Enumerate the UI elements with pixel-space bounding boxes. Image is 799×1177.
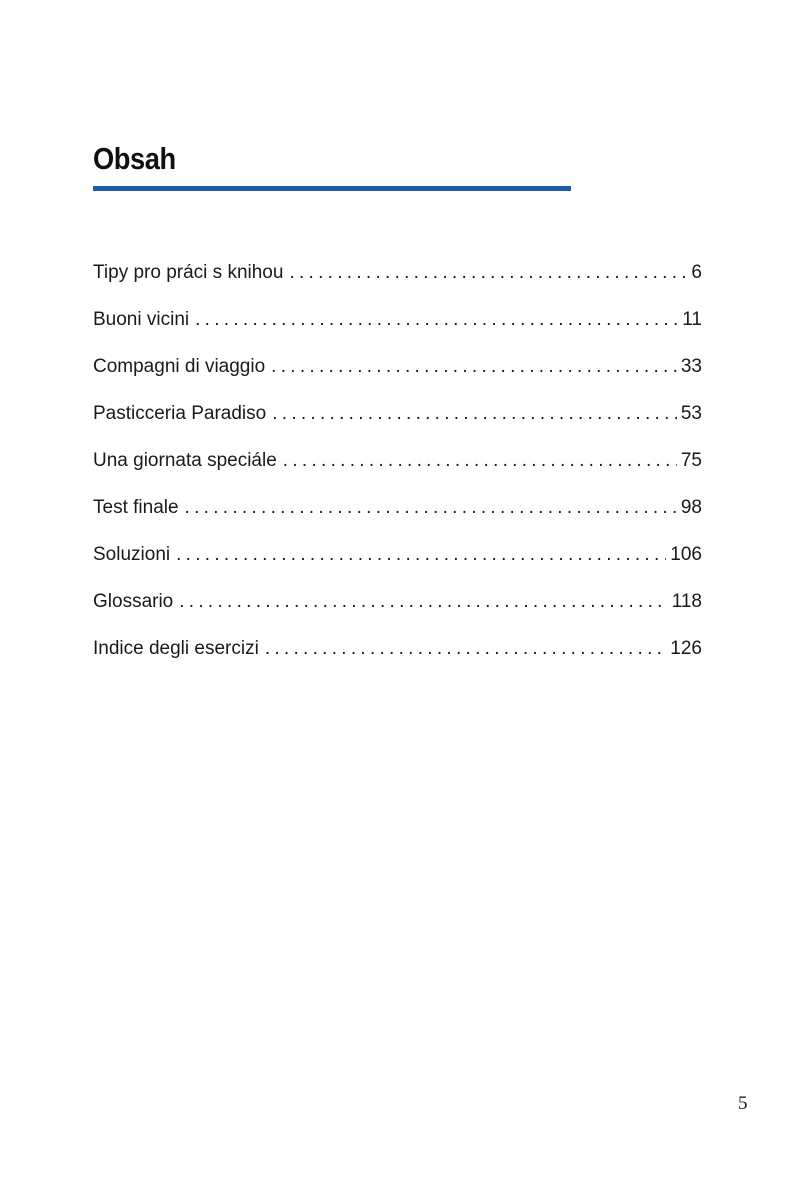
toc-entry-soluzioni[interactable] <box>93 540 702 587</box>
toc-entry-page: 53 <box>680 403 702 424</box>
toc-dot-leader <box>265 634 666 664</box>
toc-dot-leader <box>195 305 678 335</box>
toc-entry-una-giornata-speciale[interactable] <box>93 446 702 493</box>
toc-dot-leader <box>185 493 677 523</box>
toc-dot-leader <box>271 352 677 382</box>
toc-entry-page: 118 <box>671 591 702 612</box>
page-title: Obsah <box>93 141 176 176</box>
toc-entry-page: 126 <box>670 638 702 659</box>
toc-dot-leader <box>289 258 687 288</box>
toc-entry-label: Una giornata speciále <box>93 450 277 471</box>
toc-dot-leader <box>283 446 677 476</box>
toc-entry-label: Test finale <box>93 497 179 518</box>
toc-dot-leader <box>176 540 666 570</box>
toc-entry-label: Compagni di viaggio <box>93 356 266 377</box>
toc-entry-page: 75 <box>680 450 702 471</box>
toc-entry-page: 33 <box>680 356 702 377</box>
toc-entry-tips[interactable] <box>93 258 702 305</box>
toc-entry-indice-degli-esercizi[interactable] <box>93 634 702 681</box>
toc-entry-label: Pasticceria Paradiso <box>93 403 267 424</box>
toc-entry-buoni-vicini[interactable] <box>93 305 702 352</box>
toc-entry-glossario[interactable] <box>93 587 702 634</box>
toc-entry-label: Tipy pro práci s knihou <box>93 262 284 283</box>
toc-entry-label: Glossario <box>93 591 174 612</box>
toc-entry-page: 106 <box>670 544 702 565</box>
title-underline <box>93 186 571 191</box>
page-number: 5 <box>738 1093 748 1114</box>
toc-entry-page: 11 <box>682 309 702 330</box>
toc-entry-label: Soluzioni <box>93 544 171 565</box>
toc-entry-page: 6 <box>691 262 702 283</box>
toc-dot-leader <box>179 587 667 617</box>
toc-entry-page: 98 <box>680 497 702 518</box>
toc-dot-leader <box>272 399 677 429</box>
toc-entry-compagni-di-viaggio[interactable] <box>93 352 702 399</box>
table-of-contents <box>93 258 702 681</box>
toc-entry-label: Buoni vicini <box>93 309 190 330</box>
toc-entry-pasticceria-paradiso[interactable] <box>93 399 702 446</box>
toc-entry-label: Indice degli esercizi <box>93 638 259 659</box>
toc-entry-test-finale[interactable] <box>93 493 702 540</box>
